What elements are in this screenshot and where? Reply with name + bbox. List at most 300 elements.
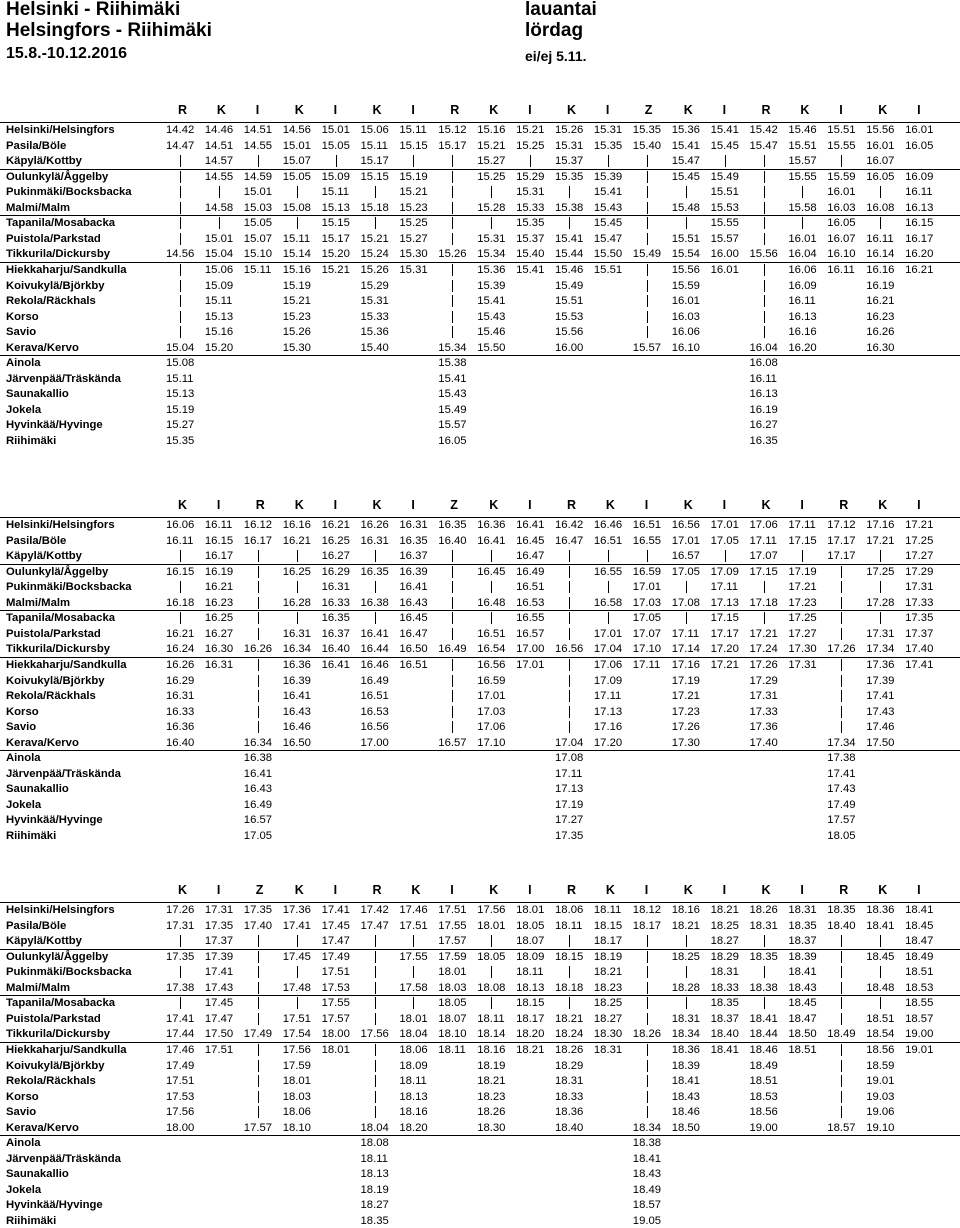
departure-time: 18.41	[749, 1012, 778, 1025]
departure-time: 17.35	[243, 904, 273, 916]
pass-through-marker	[764, 581, 765, 593]
departure-time: 16.19	[866, 279, 895, 292]
pass-through-marker	[686, 612, 687, 624]
departure-time: 18.13	[360, 1168, 389, 1181]
departure-time: 16.09	[905, 170, 934, 183]
departure-time: 15.51	[593, 263, 623, 276]
departure-time: 15.29	[360, 279, 389, 292]
departure-time: 19.01	[866, 1075, 895, 1088]
departure-time: 18.50	[671, 1121, 700, 1134]
pass-through-marker	[569, 628, 570, 640]
departure-time: 14.51	[204, 139, 234, 152]
departure-time: 16.43	[243, 783, 273, 796]
pass-through-marker	[764, 171, 765, 183]
departure-time: 16.41	[360, 627, 389, 640]
departure-time: 18.46	[749, 1043, 778, 1056]
departure-time: 15.55	[710, 217, 739, 230]
departure-time: 16.42	[555, 519, 584, 531]
departure-time: 18.33	[555, 1090, 584, 1103]
departure-time: 18.00	[321, 1028, 350, 1041]
departure-time: 17.39	[866, 674, 895, 687]
station-name: Helsinki/Helsingfors	[6, 904, 115, 916]
pass-through-marker	[180, 186, 181, 198]
departure-time: 16.23	[866, 310, 895, 323]
pass-through-marker	[569, 690, 570, 702]
departure-time: 16.51	[360, 690, 389, 703]
departure-time: 15.34	[477, 248, 506, 261]
route-code: R	[839, 498, 849, 512]
departure-time: 17.40	[905, 643, 934, 656]
departure-time: 17.19	[671, 674, 700, 687]
departure-time: 16.36	[477, 519, 506, 531]
departure-time: 17.29	[905, 565, 934, 578]
departure-time: 16.11	[905, 186, 933, 199]
route-code: K	[178, 498, 188, 512]
departure-time: 18.13	[399, 1090, 428, 1103]
departure-time: 17.40	[749, 736, 778, 749]
departure-time: 15.24	[360, 248, 389, 261]
departure-time: 16.12	[243, 519, 273, 531]
departure-time: 18.38	[632, 1137, 662, 1150]
departure-time: 15.06	[204, 263, 234, 276]
departure-time: 16.46	[360, 658, 389, 671]
departure-time: 17.27	[905, 550, 934, 563]
departure-time: 17.55	[321, 997, 350, 1010]
pass-through-marker	[802, 217, 803, 229]
pass-through-marker	[452, 264, 453, 276]
pass-through-marker	[880, 186, 881, 198]
departure-time: 17.59	[438, 950, 467, 963]
departure-time: 18.11	[360, 1152, 388, 1165]
pass-through-marker	[258, 997, 259, 1009]
departure-time: 15.50	[477, 341, 506, 354]
departure-time: 17.47	[360, 919, 389, 932]
departure-time: 18.05	[827, 830, 856, 842]
departure-time: 15.53	[555, 310, 584, 323]
departure-time: 16.45	[477, 565, 506, 578]
departure-time: 18.31	[671, 1012, 700, 1025]
route-code: K	[605, 498, 615, 512]
departure-time: 17.21	[866, 534, 895, 547]
departure-time: 18.24	[555, 1028, 584, 1041]
pass-through-marker	[569, 186, 570, 198]
departure-time: 16.13	[749, 388, 778, 401]
departure-time: 18.37	[788, 935, 817, 948]
pass-through-marker	[841, 612, 842, 624]
departure-time: 16.53	[516, 596, 545, 609]
departure-time: 15.17	[321, 232, 350, 245]
pass-through-marker	[647, 217, 648, 229]
station-name: Pukinmäki/Bocksbacka	[6, 581, 132, 594]
departure-time: 16.56	[360, 721, 389, 734]
departure-time: 17.30	[671, 736, 700, 749]
departure-time: 17.49	[321, 950, 350, 963]
departure-time: 15.26	[555, 124, 584, 136]
departure-time: 15.45	[710, 139, 739, 152]
pass-through-marker	[764, 326, 765, 338]
route-code: K	[683, 103, 693, 117]
route-code: I	[839, 103, 843, 117]
departure-time: 18.41	[710, 1043, 739, 1056]
pass-through-marker	[569, 935, 570, 947]
departure-time: 16.04	[749, 341, 778, 354]
pass-through-marker	[841, 690, 842, 702]
departure-time: 17.26	[671, 721, 700, 734]
pass-through-marker	[647, 202, 648, 214]
departure-time: 16.21	[866, 295, 895, 308]
departure-time: 15.09	[204, 279, 234, 292]
departure-time: 17.51	[321, 966, 350, 979]
departure-time: 17.19	[555, 798, 584, 811]
departure-time: 17.51	[282, 1012, 311, 1025]
departure-time: 16.25	[321, 534, 350, 547]
departure-time: 17.21	[905, 519, 934, 531]
departure-time: 15.56	[866, 124, 895, 136]
departure-time: 17.56	[166, 1106, 195, 1119]
pass-through-marker	[647, 1075, 648, 1087]
departure-time: 15.15	[321, 217, 350, 230]
station-name: Pukinmäki/Bocksbacka	[6, 966, 132, 979]
departure-time: 16.20	[905, 248, 934, 261]
departure-time: 16.28	[282, 596, 311, 609]
departure-time: 17.09	[593, 674, 623, 687]
departure-time: 17.31	[166, 919, 195, 932]
departure-time: 15.56	[671, 263, 700, 276]
pass-through-marker	[297, 186, 298, 198]
pass-through-marker	[452, 659, 453, 671]
departure-time: 18.37	[710, 1012, 739, 1025]
pass-through-marker	[180, 155, 181, 167]
pass-through-marker	[880, 612, 881, 624]
departure-time: 18.31	[710, 966, 739, 979]
route-code: R	[567, 883, 577, 897]
departure-time: 16.57	[438, 736, 467, 749]
departure-time: 16.41	[516, 519, 545, 531]
departure-time: 17.45	[321, 919, 350, 932]
pass-through-marker	[647, 295, 648, 307]
departure-time: 18.06	[282, 1106, 311, 1119]
departure-time: 18.40	[710, 1028, 739, 1041]
departure-time: 15.07	[243, 232, 273, 245]
departure-time: 18.41	[788, 966, 817, 979]
departure-time: 15.01	[243, 186, 273, 199]
pass-through-marker	[258, 612, 259, 624]
departure-time: 16.49	[243, 798, 273, 811]
departure-time: 16.00	[710, 248, 739, 261]
departure-time: 17.15	[749, 565, 778, 578]
departure-time: 18.21	[710, 904, 739, 916]
station-name: Oulunkylä/Åggelby	[6, 170, 109, 183]
station-name: Puistola/Parkstad	[6, 627, 101, 640]
station-name: Kerava/Kervo	[6, 341, 79, 354]
departure-time: 17.01	[710, 519, 739, 531]
departure-time: 15.06	[360, 124, 389, 136]
title-sv: Helsingfors - Riihimäki	[6, 20, 212, 41]
departure-time: 17.45	[282, 950, 311, 963]
departure-time: 18.49	[905, 950, 934, 963]
departure-time: 16.05	[905, 139, 934, 152]
departure-time: 17.47	[321, 935, 350, 948]
pass-through-marker	[452, 233, 453, 245]
departure-time: 17.36	[749, 721, 778, 734]
pass-through-marker	[375, 581, 376, 593]
pass-through-marker	[413, 966, 414, 978]
pass-through-marker	[764, 935, 765, 947]
departure-time: 17.41	[321, 904, 350, 916]
departure-time: 18.30	[593, 1028, 623, 1041]
departure-time: 14.56	[166, 248, 195, 261]
pass-through-marker	[764, 295, 765, 307]
departure-time: 15.11	[243, 263, 272, 276]
departure-time: 15.57	[632, 341, 662, 354]
departure-time: 16.49	[516, 565, 545, 578]
station-name: Oulunkylä/Åggelby	[6, 950, 109, 963]
departure-time: 17.11	[555, 767, 583, 780]
departure-time: 16.14	[866, 248, 895, 261]
departure-time: 16.31	[204, 658, 234, 671]
departure-time: 16.05	[827, 217, 856, 230]
station-name: Malmi/Malm	[6, 596, 71, 609]
departure-time: 17.06	[593, 658, 623, 671]
departure-time: 16.37	[321, 627, 350, 640]
departure-time: 18.27	[360, 1199, 389, 1212]
route-code: I	[644, 883, 649, 897]
departure-time: 16.56	[671, 519, 700, 531]
departure-time: 17.21	[671, 690, 700, 703]
departure-time: 14.42	[166, 124, 195, 136]
departure-time: 16.15	[204, 534, 234, 547]
station-name: Käpylä/Kottby	[6, 550, 82, 563]
departure-time: 15.56	[749, 248, 778, 261]
station-name: Savio	[6, 1106, 37, 1119]
departure-time: 16.17	[243, 534, 273, 547]
departure-time: 18.36	[555, 1106, 584, 1119]
station-name: Ainola	[6, 1137, 41, 1150]
departure-time: 18.49	[749, 1059, 778, 1072]
departure-time: 15.21	[282, 295, 311, 308]
pass-through-marker	[258, 966, 259, 978]
departure-time: 16.08	[749, 357, 778, 370]
departure-time: 15.31	[593, 124, 623, 136]
route-code: K	[372, 103, 382, 117]
departure-time: 15.09	[321, 170, 350, 183]
departure-time: 18.29	[710, 950, 739, 963]
departure-time: 16.29	[321, 565, 350, 578]
pass-through-marker	[764, 997, 765, 1009]
pass-through-marker	[491, 612, 492, 624]
departure-time: 18.27	[710, 935, 739, 948]
departure-time: 18.31	[555, 1075, 584, 1088]
departure-time: 15.57	[438, 419, 467, 432]
pass-through-marker	[452, 280, 453, 292]
departure-time: 17.00	[360, 736, 389, 749]
departure-time: 15.16	[204, 326, 234, 339]
departure-time: 17.11	[593, 690, 622, 703]
departure-time: 15.13	[166, 388, 195, 401]
departure-time: 15.41	[671, 139, 700, 152]
departure-time: 16.49	[438, 643, 467, 656]
departure-time: 15.07	[282, 155, 311, 168]
pass-through-marker	[491, 186, 492, 198]
departure-time: 17.25	[905, 534, 934, 547]
station-name: Kerava/Kervo	[6, 1121, 79, 1134]
station-name: Korso	[6, 1090, 39, 1103]
departure-time: 15.44	[555, 248, 584, 261]
pass-through-marker	[686, 217, 687, 229]
departure-time: 16.51	[516, 581, 545, 594]
station-name: Koivukylä/Björkby	[6, 279, 105, 292]
departure-time: 18.47	[905, 935, 934, 948]
departure-time: 15.21	[321, 263, 350, 276]
pass-through-marker	[608, 550, 609, 562]
departure-time: 17.05	[632, 612, 662, 625]
departure-time: 16.10	[827, 248, 856, 261]
departure-time: 17.33	[905, 596, 934, 609]
route-code: I	[917, 103, 921, 117]
departure-time: 18.19	[593, 950, 623, 963]
station-name: Riihimäki	[6, 1215, 57, 1227]
departure-time: 16.29	[166, 674, 195, 687]
departure-time: 17.35	[905, 612, 934, 625]
departure-time: 17.04	[555, 736, 584, 749]
departure-time: 18.01	[399, 1012, 428, 1025]
pass-through-marker	[413, 997, 414, 1009]
departure-time: 17.13	[710, 596, 739, 609]
departure-time: 16.35	[399, 534, 428, 547]
departure-time: 18.43	[671, 1090, 700, 1103]
departure-time: 16.40	[438, 534, 467, 547]
departure-time: 18.21	[671, 919, 700, 932]
station-name: Tikkurila/Dickursby	[6, 1028, 111, 1041]
pass-through-marker	[452, 186, 453, 198]
row-divider	[0, 1135, 960, 1136]
departure-time: 18.21	[477, 1075, 506, 1088]
departure-time: 15.26	[438, 248, 467, 261]
departure-time: 15.25	[516, 139, 545, 152]
departure-time: 16.34	[282, 643, 311, 656]
departure-time: 16.11	[166, 534, 194, 547]
pass-through-marker	[452, 612, 453, 624]
departure-time: 18.17	[593, 935, 623, 948]
departure-time: 17.39	[204, 950, 234, 963]
departure-time: 14.57	[204, 155, 234, 168]
pass-through-marker	[452, 202, 453, 214]
departure-time: 15.43	[477, 310, 506, 323]
departure-time: 15.55	[788, 170, 817, 183]
route-code: K	[683, 498, 693, 512]
departure-time: 18.20	[399, 1121, 428, 1134]
departure-time: 17.51	[438, 904, 467, 916]
departure-time: 17.53	[321, 981, 350, 994]
pass-through-marker	[647, 1106, 648, 1118]
departure-time: 15.20	[204, 341, 234, 354]
departure-time: 15.04	[204, 248, 234, 261]
departure-time: 15.35	[593, 139, 623, 152]
departure-time: 18.00	[166, 1121, 195, 1134]
departure-time: 16.37	[399, 550, 428, 563]
departure-time: 18.01	[438, 966, 467, 979]
route-code: R	[567, 498, 577, 512]
pass-through-marker	[647, 997, 648, 1009]
pass-through-marker	[647, 550, 648, 562]
pass-through-marker	[647, 935, 648, 947]
departure-time: 18.49	[632, 1183, 662, 1196]
departure-time: 16.27	[321, 550, 350, 563]
departure-time: 15.41	[516, 263, 545, 276]
departure-time: 17.08	[555, 752, 584, 765]
departure-time: 16.03	[671, 310, 700, 323]
station-name: Pasila/Böle	[6, 534, 67, 547]
route-code: K	[489, 498, 499, 512]
station-name: Helsinki/Helsingfors	[6, 124, 115, 136]
departure-time: 14.59	[243, 170, 273, 183]
pass-through-marker	[180, 202, 181, 214]
station-name: Korso	[6, 705, 39, 718]
departure-time: 15.11	[282, 232, 311, 245]
route-code: I	[644, 498, 649, 512]
station-name: Koivukylä/Björkby	[6, 1059, 105, 1072]
departure-time: 16.24	[166, 643, 195, 656]
route-code: K	[761, 498, 771, 512]
departure-time: 17.41	[866, 690, 895, 703]
departure-time: 17.46	[399, 904, 428, 916]
departure-time: 17.14	[671, 643, 700, 656]
departure-time: 17.28	[866, 596, 895, 609]
pass-through-marker	[375, 982, 376, 994]
pass-through-marker	[686, 935, 687, 947]
departure-time: 17.16	[866, 519, 895, 531]
departure-time: 15.59	[827, 170, 856, 183]
departure-time: 15.46	[788, 124, 817, 136]
route-code: I	[722, 103, 727, 117]
departure-time: 18.04	[360, 1121, 389, 1134]
pass-through-marker	[764, 202, 765, 214]
departure-time: 16.26	[866, 326, 895, 339]
departure-time: 15.36	[671, 124, 700, 136]
pass-through-marker	[219, 186, 220, 198]
station-name: Rekola/Räckhals	[6, 690, 96, 703]
departure-time: 15.45	[593, 217, 623, 230]
departure-time: 16.27	[749, 419, 778, 432]
pass-through-marker	[880, 935, 881, 947]
station-name: Tikkurila/Dickursby	[6, 643, 111, 656]
pass-through-marker	[452, 295, 453, 307]
departure-time: 15.57	[788, 155, 817, 168]
station-name: Oulunkylä/Åggelby	[6, 565, 109, 578]
departure-time: 16.41	[321, 658, 350, 671]
departure-time: 15.31	[516, 186, 545, 199]
departure-time: 18.31	[788, 904, 817, 916]
pass-through-marker	[841, 581, 842, 593]
pass-through-marker	[180, 935, 181, 947]
departure-time: 18.51	[788, 1043, 817, 1056]
departure-time: 15.08	[282, 201, 311, 214]
departure-time: 17.17	[710, 627, 739, 640]
departure-time: 15.40	[360, 341, 389, 354]
departure-time: 16.41	[282, 690, 311, 703]
departure-time: 17.51	[204, 1043, 234, 1056]
departure-time: 15.31	[399, 263, 428, 276]
departure-time: 16.01	[710, 263, 739, 276]
pass-through-marker	[841, 628, 842, 640]
departure-time: 15.41	[593, 186, 623, 199]
route-code: I	[605, 103, 610, 117]
departure-time: 16.21	[321, 519, 350, 531]
departure-time: 16.06	[788, 263, 817, 276]
departure-time: 18.17	[632, 919, 662, 932]
departure-time: 16.56	[477, 658, 506, 671]
route-code: I	[528, 883, 532, 897]
